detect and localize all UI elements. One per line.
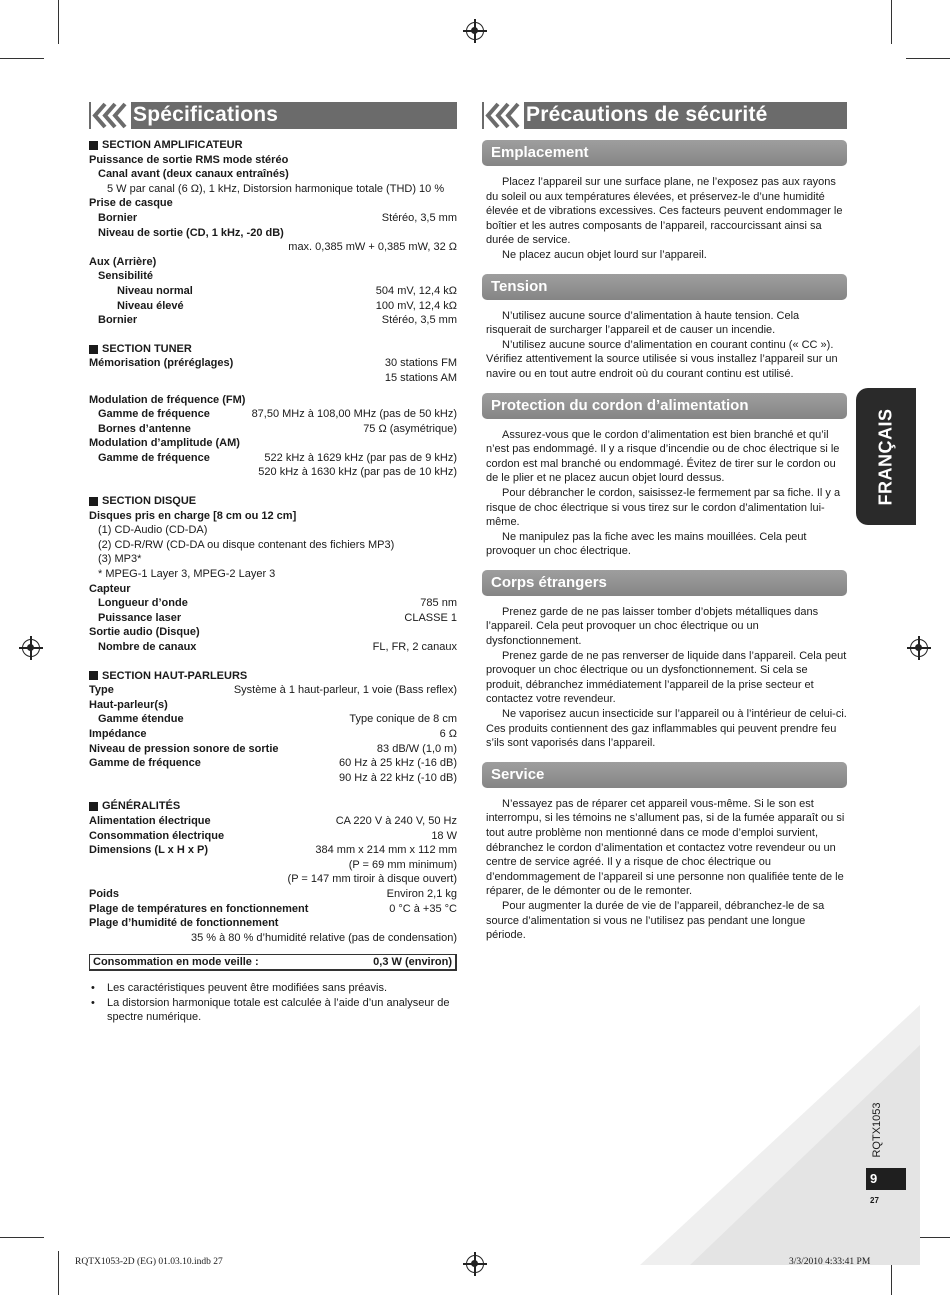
crop-mark xyxy=(0,58,44,59)
spec-row: Gamme étendue Type conique de 8 cm xyxy=(98,713,457,726)
spec-row: Gamme de fréquence 60 Hz à 25 kHz (-16 dB) xyxy=(89,757,457,770)
section-header-speakers: SECTION HAUT-PARLEURS xyxy=(89,669,457,684)
spec-row: Longueur d’onde 785 nm xyxy=(98,597,457,610)
standby-value: 0,3 W (environ) xyxy=(373,956,452,969)
spec-row: Nombre de canaux FL, FR, 2 canaux xyxy=(98,641,457,653)
foreign-text: Prenez garde de ne pas laisser tomber d’objets métalliques dans l’appareil. Cela peut provoquer un choc électrique ou un dysfonctionnement. Prenez garde de ne pas renverser de liquide dans l’appareil. Cela peut provoquer un choc électrique ou un dysfonctionnement. Si cela se produit, débranchez immédiatement l’appareil de la prise secteur et contactez votre revendeur. Ne vaporisez aucun insecticide sur l’appareil ou à l’intérieur de celui-ci. Ces produits contiennent des gaz inflammables qui peuvent prendre feu s’ils sont vaporisés dans l’appareil. xyxy=(486,605,847,750)
spec-value: (2) CD-R/RW (CD-DA ou disque contenant des fichiers MP3) xyxy=(98,538,395,551)
spec-label: Capteur xyxy=(89,582,131,595)
registration-mark-icon xyxy=(466,22,484,40)
crop-mark xyxy=(0,1237,44,1238)
safety-title: Précautions de sécurité xyxy=(526,103,768,126)
footer-timestamp: 3/3/2010 4:33:41 PM xyxy=(789,1257,871,1267)
list-item: • La distorsion harmonique totale est calculée à l’aide d’un analyseur de spectre numérique. xyxy=(91,996,450,1024)
heading-cord-protection: Protection du cordon d’alimentation xyxy=(482,393,847,419)
section-header-disc: SECTION DISQUE xyxy=(89,494,457,509)
specifications-title: Spécifications xyxy=(133,103,279,126)
spec-row: Puissance laser CLASSE 1 xyxy=(98,611,457,624)
heading-voltage: Tension xyxy=(482,274,847,300)
crop-mark xyxy=(58,0,59,44)
spec-row: Niveau de pression sonore de sortie 83 dB/W (1,0 m) xyxy=(89,742,457,755)
spec-row: Gamme de fréquence 87,50 MHz à 108,00 MHz (pas de 50 kHz) xyxy=(98,408,457,421)
spec-row: Gamme de fréquence 522 kHz à 1629 kHz (par pas de 9 kHz) xyxy=(98,451,457,464)
list-item: • Les caractéristiques peuvent être modifiées sans préavis. xyxy=(91,982,388,995)
registration-mark-icon xyxy=(910,639,928,657)
spec-row: Dimensions (L x H x P) 384 mm x 214 mm x 112 mm xyxy=(89,844,457,857)
spec-value: (P = 147 mm tiroir à disque ouvert) xyxy=(287,873,457,886)
voltage-text: N’utilisez aucune source d’alimentation à haute tension. Cela risquerait de surcharger l’appareil et de causer un incendie. N’utilisez aucune source d’alimentation en courant continu (« CC »). Vérifiez attentivement la source utilisée si vous installez l’appareil sur un navire ou en tout autre endroit où du courant continu est utilisé. xyxy=(486,309,838,380)
safety-banner xyxy=(482,102,847,129)
spec-row: Alimentation électrique CA 220 V à 240 V, 50 Hz xyxy=(89,814,457,827)
page-number: 9 xyxy=(866,1168,906,1190)
spec-label: Prise de casque xyxy=(89,197,173,210)
spec-label: Aux (Arrière) xyxy=(89,255,157,268)
spec-row: Mémorisation (préréglages) 30 stations FM xyxy=(89,357,457,370)
registration-mark-icon xyxy=(466,1255,484,1273)
heading-placement: Emplacement xyxy=(482,140,847,166)
spec-value: max. 0,385 mW + 0,385 mW, 32 Ω xyxy=(288,241,457,254)
spec-value: 5 W par canal (6 Ω), 1 kHz, Distorsion harmonique totale (THD) 10 % xyxy=(107,182,445,195)
service-text: N’essayez pas de réparer cet appareil vous-même. Si le son est interrompu, si les témoins ne s’allument pas, si de la fumée apparaît ou si tout autre problème non mentionné dans ce mode d’emploi survient, débranchez le cordon d’alimentation et contactez votre revendeur ou un centre de service agréé. Il y a risque de choc électrique ou d’endommagement de l’appareil si une personne non qualifiée tente de le réparer, de le démonter ou de le remonter. Pour augmenter la durée de vie de l’appareil, débranchez-le de sa source d’alimentation si vous ne l’utilisez pas pendant une longue période. xyxy=(486,797,845,942)
section-header-general: GÉNÉRALITÉS xyxy=(89,799,457,814)
spec-value: 520 kHz à 1630 kHz (par pas de 10 kHz) xyxy=(258,466,457,479)
specifications-banner xyxy=(89,102,457,129)
spec-label: Canal avant (deux canaux entraînés) xyxy=(98,168,289,181)
spec-value: * MPEG-1 Layer 3, MPEG-2 Layer 3 xyxy=(98,568,276,581)
notes-list xyxy=(89,981,457,1025)
footer-file-info: RQTX1053-2D (EG) 01.03.10.indb 27 xyxy=(75,1257,223,1267)
absolute-page-number: 27 xyxy=(870,1196,879,1205)
crop-mark xyxy=(891,0,892,44)
spec-value: (1) CD-Audio (CD-DA) xyxy=(98,524,208,537)
spec-value: (3) MP3* xyxy=(98,553,142,566)
heading-foreign-matter: Corps étrangers xyxy=(482,570,847,596)
spec-label: Disques pris en charge [8 cm ou 12 cm] xyxy=(89,509,297,522)
spec-row: Impédance 6 Ω xyxy=(89,727,457,740)
crop-mark xyxy=(58,1251,59,1295)
chevrons-icon xyxy=(91,102,131,129)
section-header-amplifier: SECTION AMPLIFICATEUR xyxy=(89,138,457,153)
heading-service: Service xyxy=(482,762,847,788)
spec-row: Bornier Stéréo, 3,5 mm xyxy=(98,211,457,224)
spec-row: Bornes d’antenne 75 Ω (asymétrique) xyxy=(98,422,457,435)
spec-value: 35 % à 80 % d’humidité relative (pas de condensation) xyxy=(191,931,457,944)
cord-text: Assurez-vous que le cordon d’alimentation est bien branché et qu’il n’est pas endommagé. Il y a risque d’incendie ou de choc électrique si le cordon est mal branché ou endommagé. Évitez de tirer sur le cordon ou de le plier et ne placez aucun objet lourd dessus. Pour débrancher le cordon, saisissez-le fermement par sa fiche. Il y a risque de choc électrique si vous tirez sur le cordon d’alimentation lui-même. Ne manipulez pas la fiche avec les mains mouillées. Cela peut provoquer un choc électrique. xyxy=(486,428,841,558)
document-code: RQTX1053 xyxy=(871,1102,883,1158)
spec-label: Modulation d’amplitude (AM) xyxy=(89,437,240,450)
section-header-tuner: SECTION TUNER xyxy=(89,342,457,357)
safety-column xyxy=(482,102,847,943)
spec-row: Consommation électrique 18 W xyxy=(89,829,457,842)
spec-label: Niveau de sortie (CD, 1 kHz, -20 dB) xyxy=(98,226,284,239)
spec-row: Plage de températures en fonctionnement 0 °C à +35 °C xyxy=(89,902,457,915)
spec-label: Sensibilité xyxy=(98,270,154,283)
placement-text: Placez l’appareil sur une surface plane, ne l’exposez pas aux rayons du soleil ou aux températures élevées, et préservez-le d’une humidité élevée et de vibrations excessives. Ces facteurs peuvent endommager le boîtier et les autres composants de l’appareil, raccourcissant ainsi sa durée de service. Ne placez aucun objet lourd sur l’appareil. xyxy=(486,176,843,261)
spec-row: Niveau normal 504 mV, 12,4 kΩ xyxy=(117,284,457,297)
spec-value: (P = 69 mm minimum) xyxy=(348,858,457,871)
chevrons-icon xyxy=(484,102,524,129)
spec-row: Type Système à 1 haut-parleur, 1 voie (Bass reflex) xyxy=(89,684,457,697)
spec-value: 15 stations AM xyxy=(384,371,457,384)
specifications-column xyxy=(89,102,457,1025)
spec-label: Haut-parleur(s) xyxy=(89,698,168,711)
spec-label: Plage d’humidité de fonctionnement xyxy=(89,917,279,930)
standby-label: Consommation en mode veille : xyxy=(93,956,259,969)
spec-label: Puissance de sortie RMS mode stéréo xyxy=(89,153,289,166)
spec-row: Bornier Stéréo, 3,5 mm xyxy=(98,314,457,327)
spec-label: Modulation de fréquence (FM) xyxy=(89,393,246,406)
spec-label: Sortie audio (Disque) xyxy=(89,626,200,639)
registration-mark-icon xyxy=(22,639,40,657)
standby-consumption-box xyxy=(89,954,457,971)
spec-value: 90 Hz à 22 kHz (-10 dB) xyxy=(339,771,457,784)
language-tab: FRANÇAIS xyxy=(856,388,916,525)
spec-row: Poids Environ 2,1 kg xyxy=(89,887,457,900)
spec-row: Niveau élevé 100 mV, 12,4 kΩ xyxy=(117,299,457,312)
crop-mark xyxy=(906,58,950,59)
